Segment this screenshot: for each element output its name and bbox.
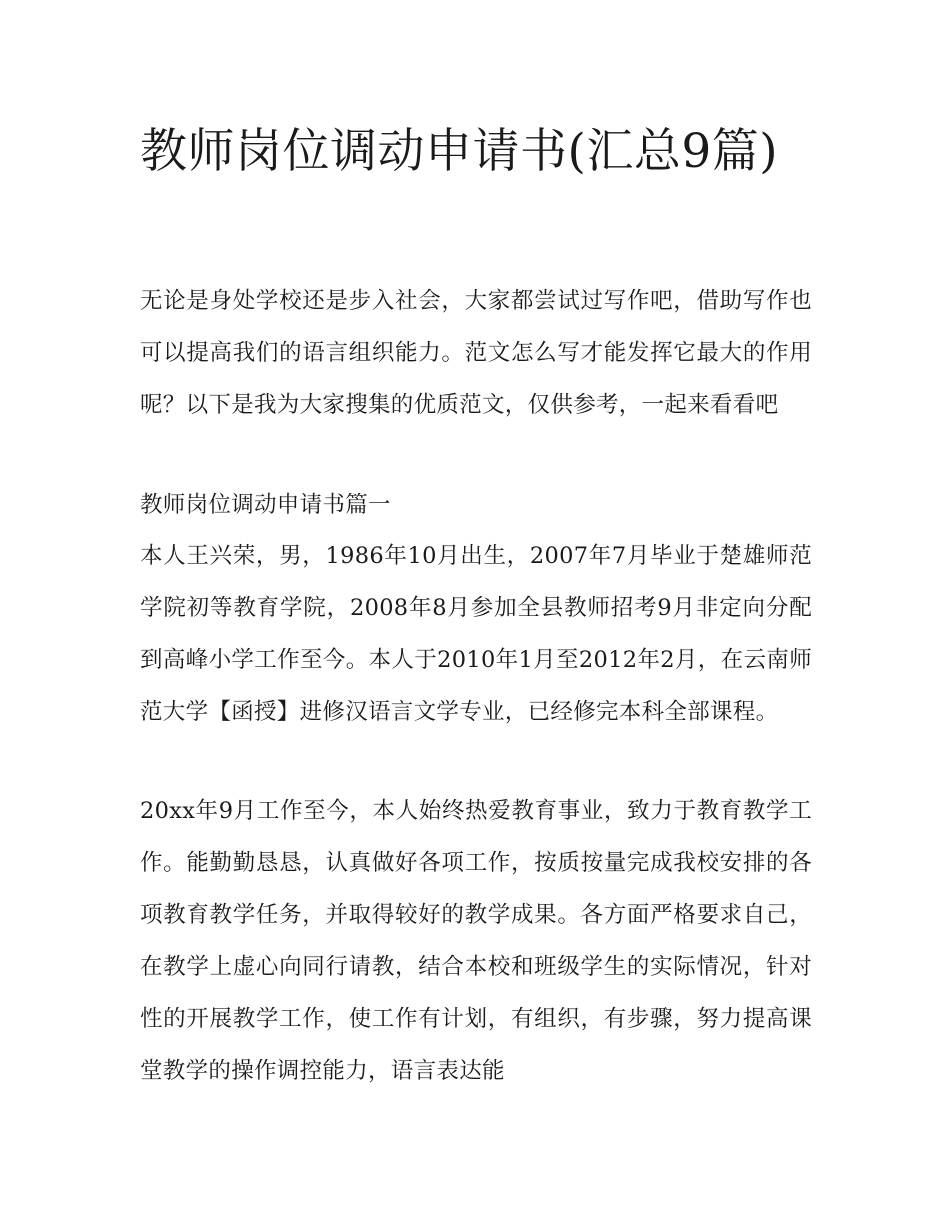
section-heading: 教师岗位调动申请书篇一	[140, 492, 391, 518]
document-title: 教师岗位调动申请书(汇总9篇)	[140, 124, 779, 179]
intro-paragraph: 无论是身处学校还是步入社会，大家都尝试过写作吧，借助写作也可以提高我们的语言组织能力。范文怎么写才能发挥它最大的作用呢？以下是我为大家搜集的优质范文，仅供参考，一起来看看吧	[140, 288, 812, 418]
body-paragraph: 20xx年9月工作至今，本人始终热爱教育事业，致力于教育教学工作。能勤勤恳恳，认真做好各项工作，按质按量完成我校安排的各项教育教学任务，并取得较好的教学成果。各方面严格要求自己，在教学上虚心向同行请教，结合本校和班级学生的实际情况，针对性的开展教学工作，使工作有计划，有组织，有步骤，努力提高课堂教学的操作调控能力，语言表达能	[140, 798, 812, 1084]
body-paragraph: 本人王兴荣，男，1986年10月出生，2007年7月毕业于楚雄师范学院初等教育学院，2008年8月参加全县教师招考9月非定向分配到高峰小学工作至今。本人于2010年1月至2012年2月，在云南师范大学【函授】进修汉语言文学专业，已经修完本科全部课程。	[140, 543, 812, 725]
